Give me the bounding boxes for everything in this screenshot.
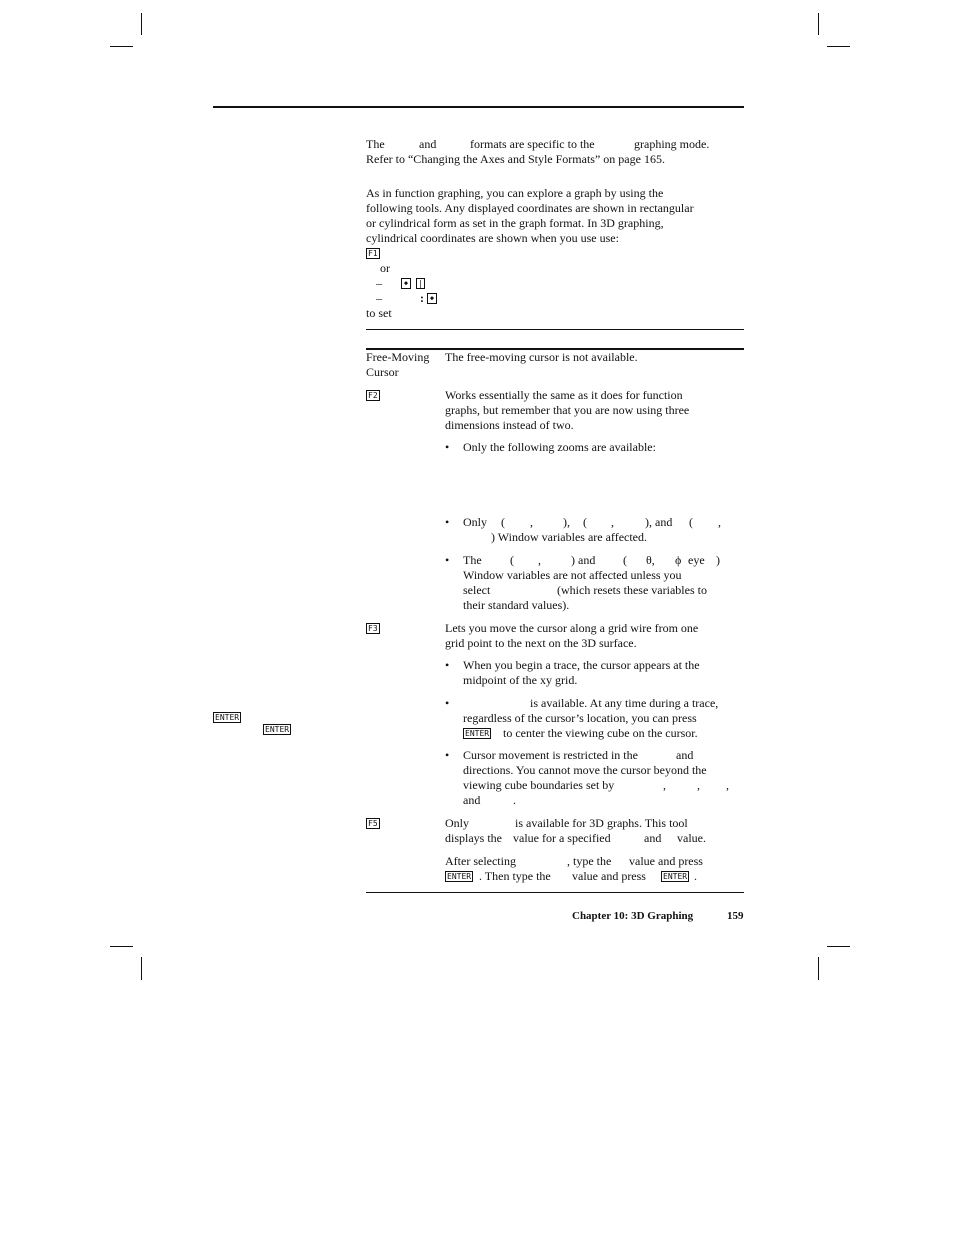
diamond-key-icon: ◆ — [427, 293, 437, 304]
f5-key-icon: F5 — [368, 819, 378, 828]
margin-enter-key-1 — [213, 710, 241, 725]
row3-bullet-2b: regardless of the cursor’s location, you can press — [463, 711, 697, 725]
crop-mark-bl-v — [141, 957, 142, 980]
para2-f1-row — [366, 246, 380, 261]
diamond-key-icon: ◆ — [401, 278, 411, 289]
enter-key-icon: ENTER — [663, 872, 688, 881]
intro-line-1: The and formats are specific to the graphing mode. — [366, 137, 710, 151]
row3-desc-2: grid point to the next on the 3D surface. — [445, 636, 637, 650]
row4-extra-1: After selecting , type the value and press — [445, 854, 703, 868]
row2-desc-3: dimensions instead of two. — [445, 418, 574, 432]
para2-line-3: or cylindrical form as set in the graph format. In 3D graphing, — [366, 216, 664, 230]
para2-line-4: cylindrical coordinates are shown when you use use: — [366, 231, 619, 245]
para2-line-1: As in function graphing, you can explore a graph by using the — [366, 186, 664, 200]
row2-bullet-3c: select (which resets these variables to — [463, 583, 707, 597]
para2-dash-row-1: – ◆ | — [376, 276, 423, 290]
row4-extra-2: ENTER . Then type the value and press ENTER . — [447, 869, 697, 883]
row2-desc-1: Works essentially the same as it does for function — [445, 388, 683, 402]
enter-key-icon: ENTER — [265, 725, 290, 734]
crop-mark-tl-h — [110, 46, 133, 47]
crop-mark-bl-h — [110, 946, 133, 947]
crop-mark-tr-h — [827, 46, 850, 47]
row4-desc-2: displays the value for a specified and value. — [445, 831, 706, 845]
table-bottom-rule — [366, 892, 744, 893]
row2-key — [366, 388, 380, 403]
margin-enter-key-2 — [263, 722, 291, 737]
bar-key-icon: | — [418, 279, 423, 288]
row3-key — [366, 621, 380, 636]
para2-line-2: following tools. Any displayed coordinates are shown in rectangular — [366, 201, 694, 215]
row2-desc-2: graphs, but remember that you are now using three — [445, 403, 690, 417]
row3-bullet-1b: midpoint of the xy grid. — [463, 673, 578, 687]
row2-bullet-3d: their standard values). — [463, 598, 570, 612]
bullet: • — [445, 553, 450, 567]
crop-mark-tr-v — [818, 13, 819, 35]
row4-key — [366, 816, 380, 831]
f1-key-icon: F1 — [368, 249, 378, 258]
bullet: • — [445, 696, 450, 710]
para2-toset: to set — [366, 306, 392, 320]
row3-bullet-2c: ENTER to center the viewing cube on the cursor. — [465, 726, 698, 740]
enter-key-icon: ENTER — [447, 872, 472, 881]
row1-desc: The free-moving cursor is not available. — [445, 350, 638, 364]
enter-key-icon: ENTER — [215, 713, 240, 722]
bullet: • — [445, 748, 450, 762]
row1-label-1: Free-Moving — [366, 350, 430, 364]
row2-bullet-2a: Only ( , ), ( , ), and ( , — [463, 515, 721, 529]
row1-label-2: Cursor — [366, 365, 399, 379]
f2-key-icon: F2 — [368, 391, 378, 400]
crop-mark-br-v — [818, 957, 819, 980]
row3-bullet-3b: directions. You cannot move the cursor beyond the — [463, 763, 707, 777]
para2-or: or — [380, 261, 390, 275]
enter-key-icon: ENTER — [465, 729, 490, 738]
intro-line-2: Refer to “Changing the Axes and Style Formats” on page 165. — [366, 152, 665, 166]
row3-desc-1: Lets you move the cursor along a grid wire from one — [445, 621, 699, 635]
crop-mark-br-h — [827, 946, 850, 947]
header-rule — [213, 106, 744, 108]
row3-bullet-2a: is available. At any time during a trace, — [530, 696, 719, 710]
row3-bullet-3d: and . — [463, 793, 516, 807]
para2-dash-row-2: – : ◆ — [376, 291, 382, 306]
footer-page-number: 159 — [727, 910, 744, 922]
bullet: • — [445, 440, 450, 454]
row3-bullet-3a: Cursor movement is restricted in the and — [463, 748, 694, 762]
row3-bullet-1a: When you begin a trace, the cursor appears at the — [463, 658, 700, 672]
row3-bullet-3c: viewing cube boundaries set by , , , — [463, 778, 729, 792]
row2-bullet-3b: Window variables are not affected unless you — [463, 568, 682, 582]
row2-bullet-2b: ) Window variables are affected. — [491, 530, 647, 544]
row4-desc-1: Only is available for 3D graphs. This tool — [445, 816, 688, 830]
bullet: • — [445, 658, 450, 672]
crop-mark-tl-v — [141, 13, 142, 35]
footer-chapter: Chapter 10: 3D Graphing — [572, 910, 694, 922]
f3-key-icon: F3 — [368, 624, 378, 633]
row2-bullet-1: Only the following zooms are available: — [463, 440, 656, 454]
row2-bullet-3a: The ( , ) and ( θ, ϕ eye ) — [463, 553, 720, 567]
bullet: • — [445, 515, 450, 529]
table-top-rule-thin — [366, 329, 744, 330]
